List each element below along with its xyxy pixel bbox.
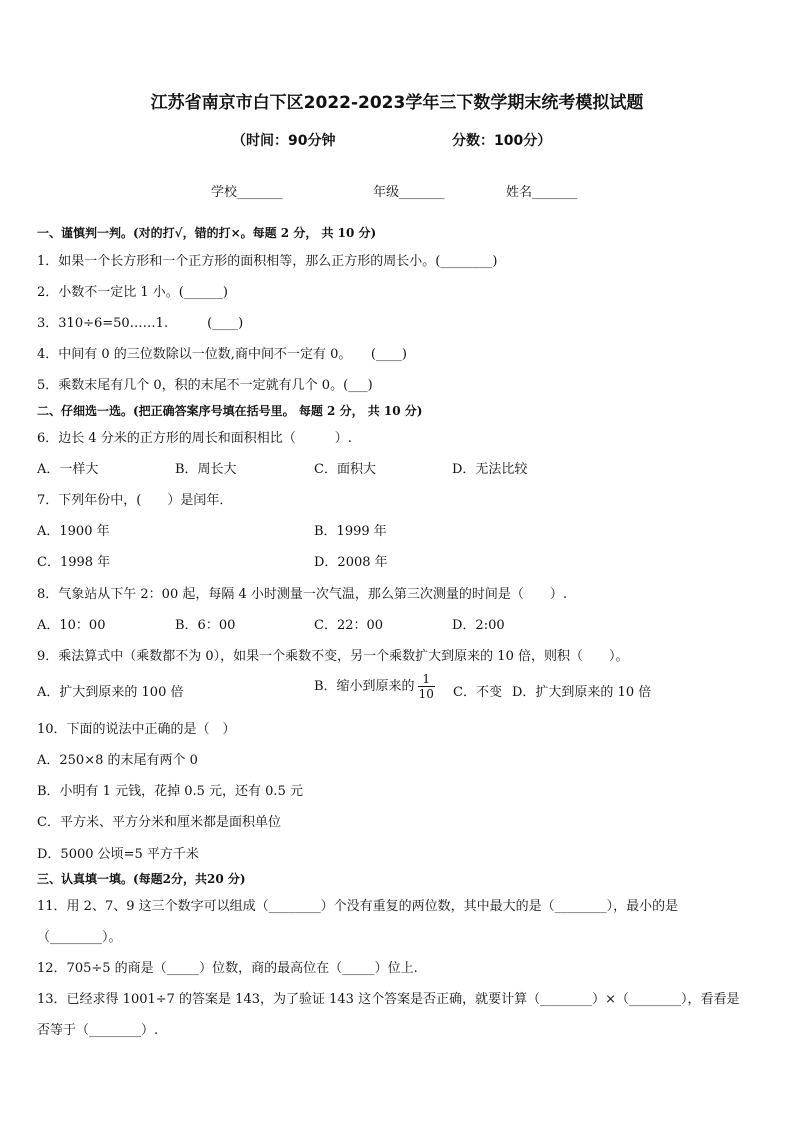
- question-11-line-2: （________）。: [37, 930, 122, 945]
- q10-option-c: C．平方米、平方分米和厘米都是面积单位: [37, 815, 281, 830]
- question-8: 8．气象站从下午 2：00 起，每隔 4 小时测量一次气温，那么第三次测量的时间是（ ）.: [37, 587, 568, 602]
- school-field: 学校_______: [211, 185, 283, 200]
- q6-option-d: D．无法比较: [452, 462, 528, 477]
- q8-option-a: A．10：00: [37, 618, 106, 633]
- q10-option-a: A．250×8 的末尾有两个 0: [37, 753, 198, 768]
- fraction-one-tenth: [418, 672, 435, 701]
- question-13-line-2: 否等于（________）.: [37, 1023, 159, 1038]
- q8-option-b: B．6：00: [175, 618, 236, 633]
- question-6: 6．边长 4 分米的正方形的周长和面积相比（ ）.: [37, 431, 352, 446]
- question-2: 2．小数不一定比 1 小。(______): [37, 285, 228, 300]
- question-10: 10．下面的说法中正确的是（ ）: [37, 722, 236, 737]
- page-title: 江苏省南京市白下区2022-2023学年三下数学期末统考模拟试题: [150, 93, 644, 113]
- question-7: 7．下列年份中，( ）是闰年．: [37, 493, 233, 508]
- q9-option-c: C．不变: [453, 685, 502, 700]
- question-3: 3．310÷6=50……1. (____): [37, 316, 244, 331]
- fraction-numerator: 1: [418, 672, 435, 687]
- q9-option-a: A．扩大到原来的 100 倍: [37, 685, 184, 700]
- q7-option-b: B．1999 年: [314, 524, 387, 539]
- question-11-line-1: 11．用 2、7、9 这三个数字可以组成（________）个没有重复的两位数，其中最大的是（________），最小的是: [37, 899, 679, 914]
- section-heading-2: 二、仔细选一选。(把正确答案序号填在括号里。 每题 2 分， 共 10 分): [37, 404, 423, 418]
- fraction-denominator: 10: [418, 687, 434, 701]
- q6-option-b: B．周长大: [175, 462, 237, 477]
- exam-score: 分数：100分）: [452, 133, 552, 149]
- q6-option-a: A．一样大: [37, 462, 99, 477]
- question-13-line-1: 13．已经求得 1001÷7 的答案是 143，为了验证 143 这个答案是否正确，就要计算（________）×（________），看看是: [37, 992, 740, 1007]
- question-5: 5．乘数末尾有几个 0，积的末尾不一定就有几个 0。(___): [37, 378, 373, 393]
- q7-option-a: A．1900 年: [37, 524, 110, 539]
- name-field: 姓名_______: [506, 185, 578, 200]
- section-heading-3: 三、认真填一填。(每题2分，共20 分): [37, 872, 246, 886]
- q10-option-b: B．小明有 1 元钱，花掉 0.5 元，还有 0.5 元: [37, 784, 303, 799]
- q10-option-d: D．5000 公顷=5 平方千米: [37, 847, 199, 862]
- q8-option-c: C．22：00: [314, 618, 384, 633]
- q9-option-d: D．扩大到原来的 10 倍: [512, 685, 652, 700]
- q7-option-d: D．2008 年: [314, 555, 388, 570]
- exam-time: （时间：90分钟: [232, 133, 336, 149]
- grade-field: 年级_______: [373, 185, 445, 200]
- question-4: 4．中间有 0 的三位数除以一位数,商中间不一定有 0。 (____): [37, 347, 407, 362]
- q7-option-c: C．1998 年: [37, 555, 111, 570]
- question-1: 1．如果一个长方形和一个正方形的面积相等，那么正方形的周长小。(________): [37, 254, 498, 269]
- q6-option-c: C．面积大: [314, 462, 376, 477]
- question-9: 9．乘法算式中（乘数都不为 0），如果一个乘数不变，另一个乘数扩大到原来的 10 倍，则积（ ）。: [37, 649, 629, 664]
- question-12: 12．705÷5 的商是（_____）位数，商的最高位在（_____）位上.: [37, 961, 418, 976]
- q9-option-b: [314, 672, 438, 701]
- section-heading-1: 一、谨慎判一判。(对的打√，错的打×。每题 2 分， 共 10 分): [37, 226, 377, 240]
- q9-option-b-text: B．缩小到原来的: [314, 679, 415, 694]
- q8-option-d: D．2:00: [452, 618, 505, 633]
